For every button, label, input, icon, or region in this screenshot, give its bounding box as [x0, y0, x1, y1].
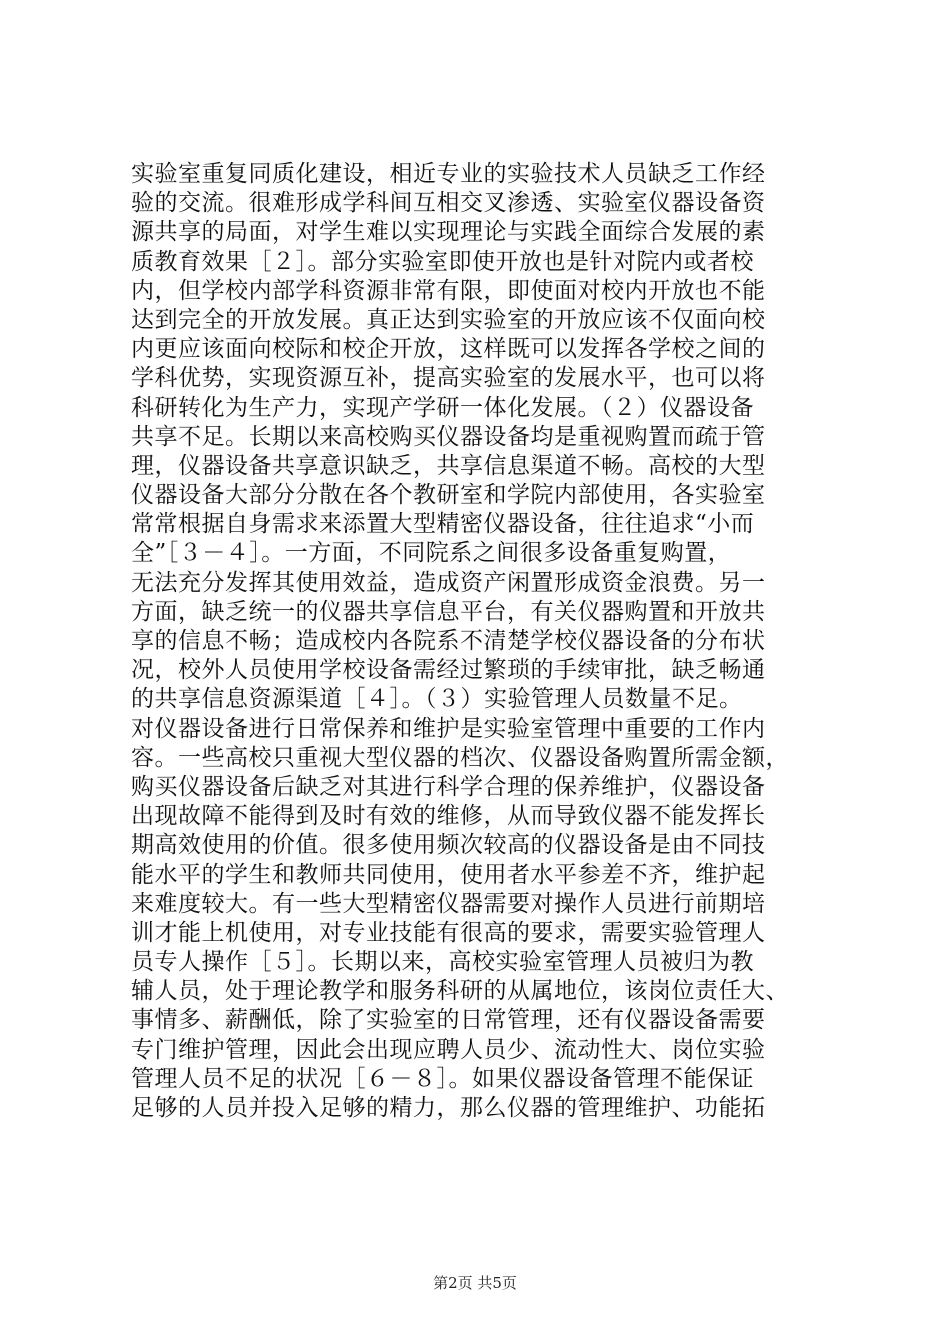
text-line: 无法充分发挥其使用效益，造成资产闲置形成资金浪费。另一: [131, 569, 766, 596]
text-line: 全”［３－４］。一方面，不同院系之间很多设备重复购置，: [131, 540, 732, 567]
text-line: 科研转化为生产力，实现产学研一体化发展。（２）仪器设备: [131, 394, 754, 421]
text-line: 管理人员不足的状况［６－８］。如果仪器设备管理不能保证: [131, 1065, 754, 1092]
text-line: 足够的人员并投入足够的精力，那么仪器的管理维护、功能拓: [131, 1095, 766, 1121]
text-line: 对仪器设备进行日常保养和维护是实验室管理中重要的工作内: [131, 715, 766, 742]
text-line: 验的交流。很难形成学科间互相交叉渗透、实验室仪器设备资: [131, 190, 766, 217]
text-line: 理，仪器设备共享意识缺乏，共享信息渠道不畅。高校的大型: [131, 452, 766, 479]
page-number-footer: 第2页 共5页: [433, 1274, 517, 1292]
text-line: 源共享的局面，对学生难以实现理论与实践全面综合发展的素: [131, 219, 766, 246]
text-line: 购买仪器设备后缺乏对其进行科学合理的保养维护，仪器设备: [131, 773, 766, 800]
text-line: 期高效使用的价值。很多使用频次较高的仪器设备是由不同技: [131, 832, 766, 859]
text-line: 容。一些高校只重视大型仪器的档次、仪器设备购置所需金额，: [131, 744, 789, 771]
text-line: 事情多、薪酬低，除了实验室的日常管理，还有仪器设备需要: [131, 1007, 766, 1034]
text-line: 的共享信息资源渠道［４］。（３）实验管理人员数量不足。: [131, 686, 743, 713]
text-line: 方面，缺乏统一的仪器共享信息平台，有关仪器购置和开放共: [131, 598, 766, 625]
text-line: 能水平的学生和教师共同使用，使用者水平参差不齐，维护起: [131, 861, 766, 888]
text-line: 训才能上机使用，对专业技能有很高的要求，需要实验管理人: [131, 919, 766, 946]
text-line: 况，校外人员使用学校设备需经过繁琐的手续审批，缺乏畅通: [131, 657, 766, 684]
text-line: 出现故障不能得到及时有效的维修，从而导致仪器不能发挥长: [131, 803, 766, 830]
text-line: 仪器设备大部分分散在各个教研室和学院内部使用，各实验室: [131, 482, 766, 509]
text-line: 享的信息不畅；造成校内各院系不清楚学校仪器设备的分布状: [131, 628, 766, 654]
text-line: 质教育效果［２］。部分实验室即使开放也是针对院内或者校: [131, 248, 754, 275]
text-line: 来难度较大。有一些大型精密仪器需要对操作人员进行前期培: [131, 890, 766, 917]
text-line: 员专人操作［５］。长期以来，高校实验室管理人员被归为教: [131, 949, 754, 976]
document-body: [131, 160, 831, 1123]
text-line: 专门维护管理，因此会出现应聘人员少、流动性大、岗位实验: [131, 1036, 766, 1063]
text-line: 共享不足。长期以来高校购买仪器设备均是重视购置而疏于管: [131, 423, 766, 450]
text-line: 学科优势，实现资源互补，提高实验室的发展水平，也可以将: [131, 365, 766, 392]
text-line: 常常根据自身需求来添置大型精密仪器设备，往往追求“小而: [131, 511, 755, 538]
text-line: 内，但学校内部学科资源非常有限，即使面对校内开放也不能: [131, 277, 766, 304]
text-line: 内更应该面向校际和校企开放，这样既可以发挥各学校之间的: [131, 336, 766, 363]
text-line: 达到完全的开放发展。真正达到实验室的开放应该不仅面向校: [131, 306, 766, 333]
text-line: 辅人员，处于理论教学和服务科研的从属地位，该岗位责任大、: [131, 978, 789, 1005]
text-line: 实验室重复同质化建设，相近专业的实验技术人员缺乏工作经: [131, 161, 766, 187]
